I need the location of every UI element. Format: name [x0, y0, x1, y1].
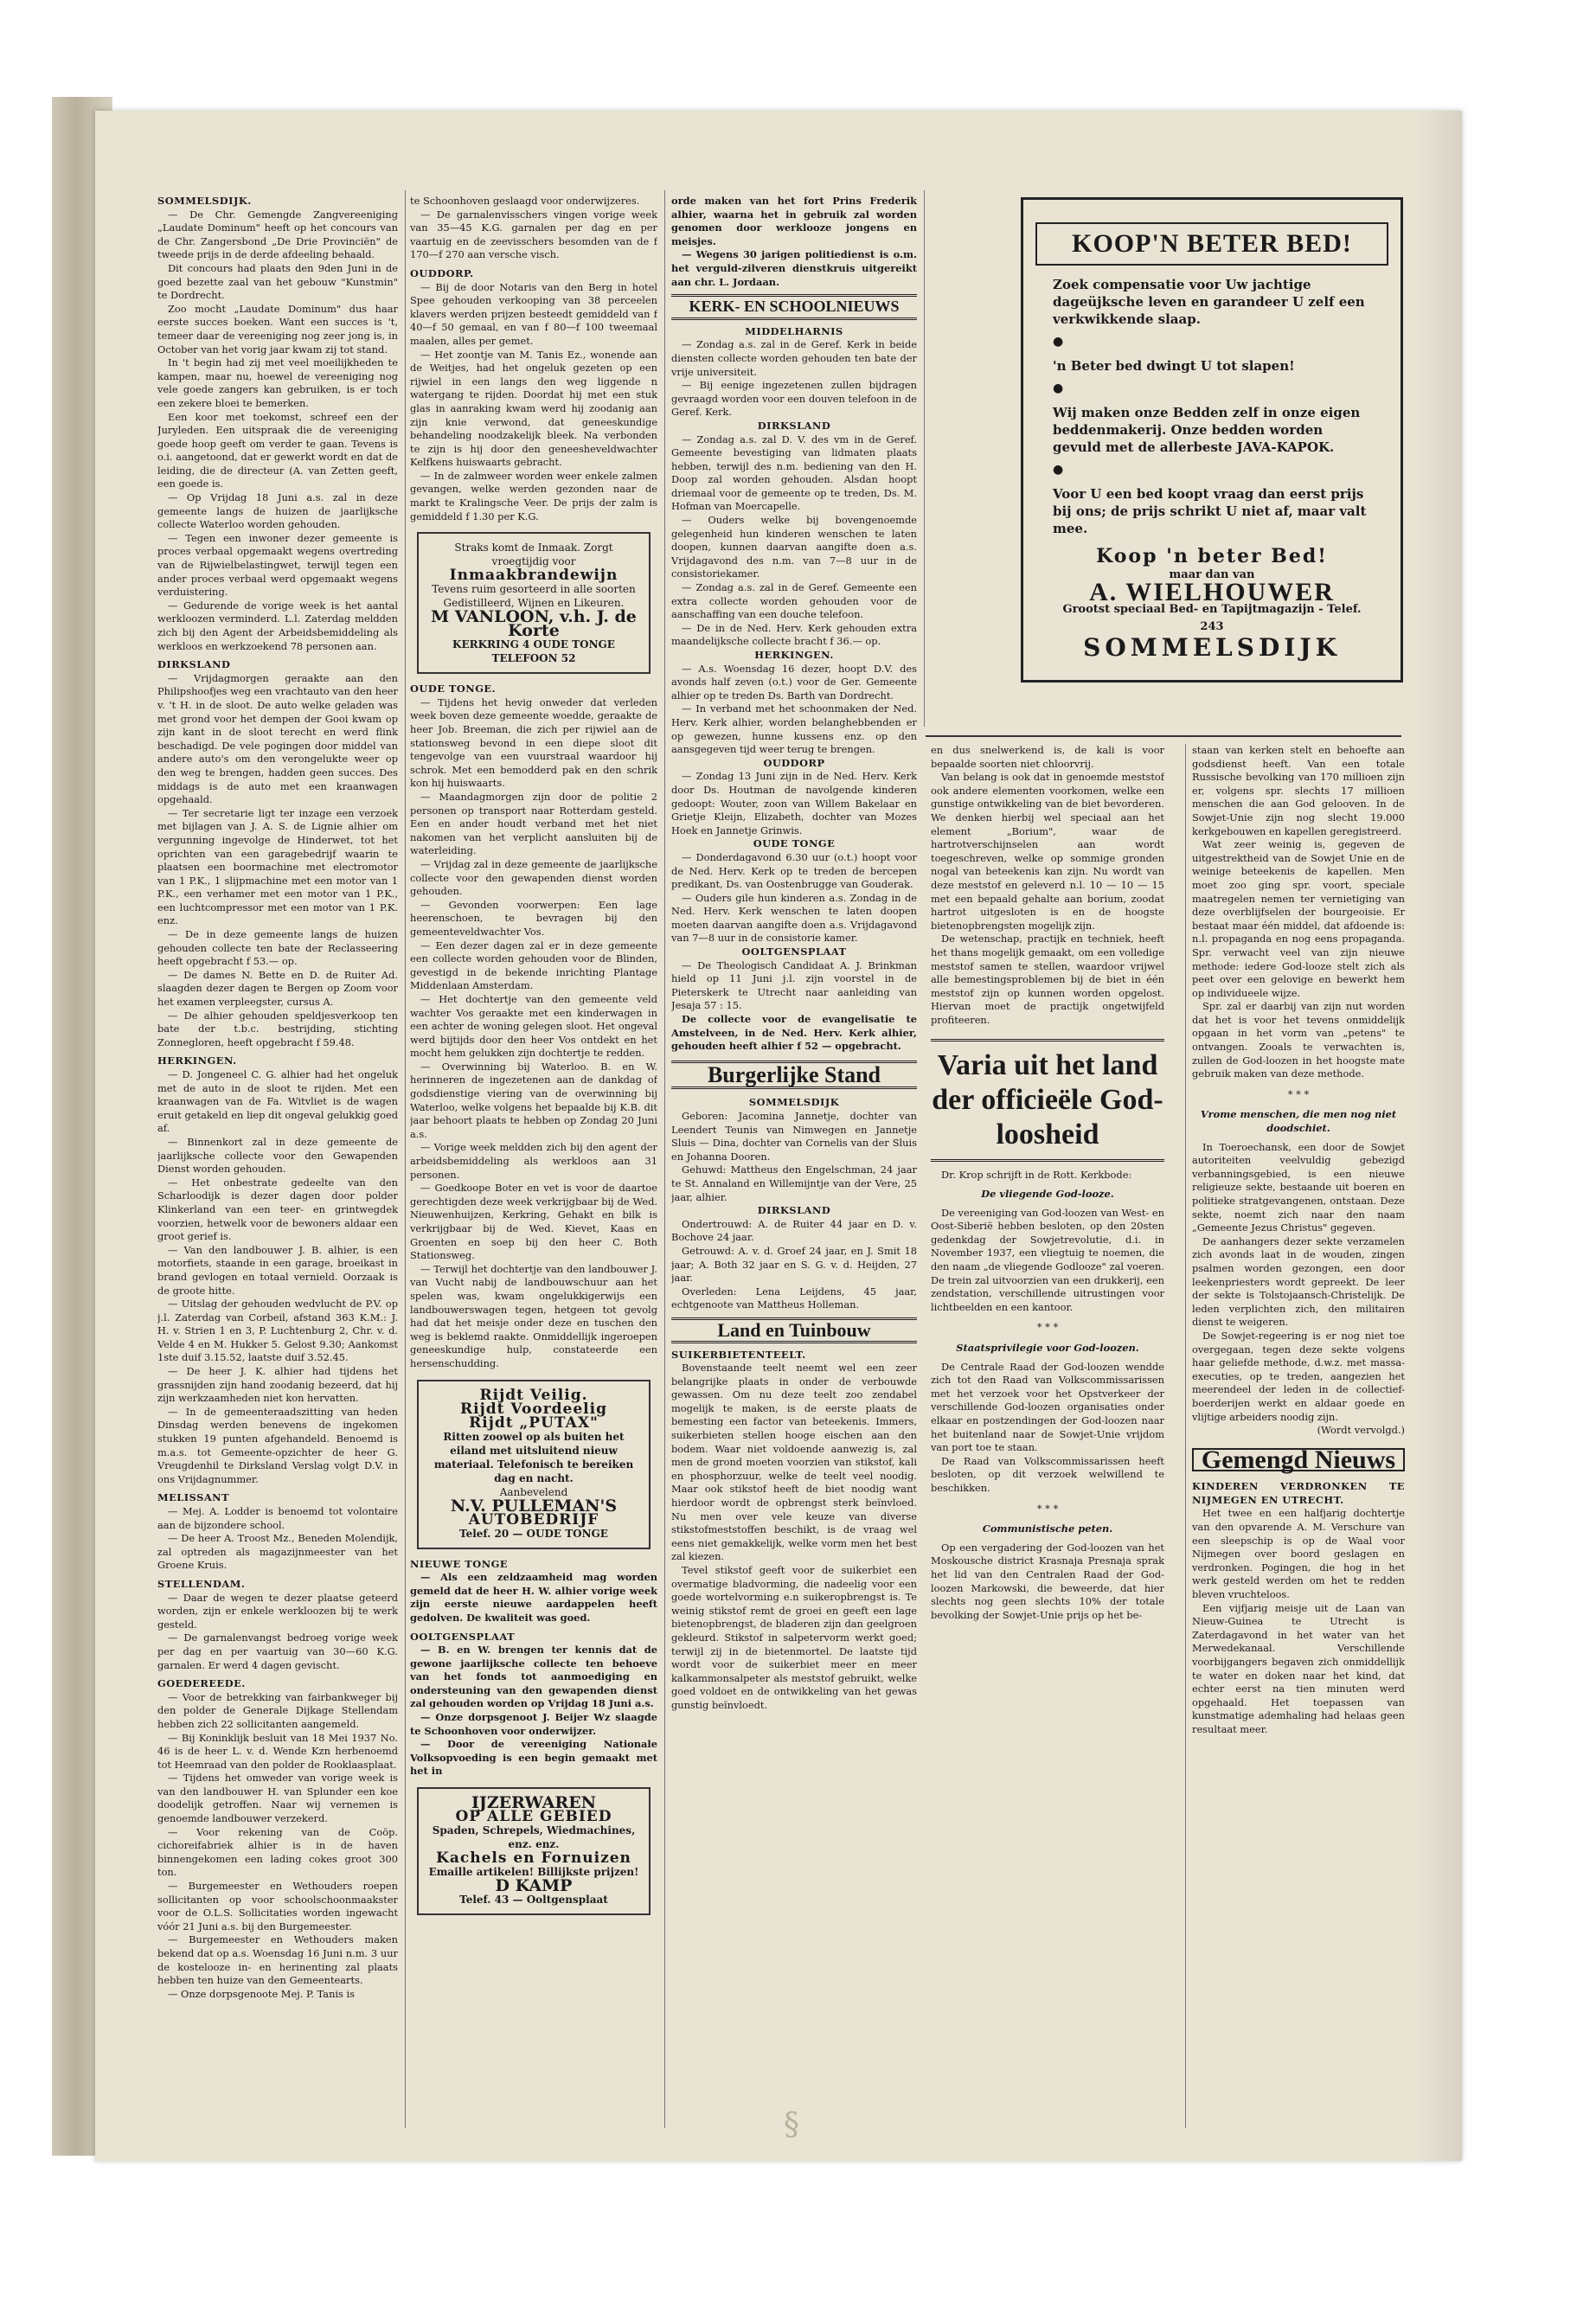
- article-paragraph: — Het onbestrate gedeelte van den Scharloodijk is dezer dagen door polder Klinkerland van een teer- en grintwegdek voorzien, hetwelk voor de bewoners aldaar een groot gerief is.: [157, 1176, 398, 1243]
- article-paragraph: — De garnalenvangst bedroeg vorige week per dag en per vaartuig van 30—60 K.G. garnalen. Er werd 4 dagen gevischt.: [157, 1631, 398, 1671]
- article-paragraph: — Donderdagavond 6.30 uur (o.t.) hoopt voor de Ned. Herv. Kerk op te treden de bercepen predikant, Ds. van Oostenbrugge van Gouderak.: [671, 850, 917, 891]
- section-heading: OUDE TONGE: [753, 837, 836, 850]
- article-paragraph: — Gedurende de vorige week is het aantal werkloozen verminderd. L.l. Zaterdag meldden zich bij den Agent der Arbeidsbemiddeling als werkloos en werkzoekend 78 personen aan.: [157, 599, 398, 652]
- article-paragraph: — Burgemeester en Wethouders maken bekend dat op a.s. Woensdag 16 Juni n.m. 3 uur de kostelooze in- en herinenting zal plaats hebben ten huize van den Gemeentearts.: [157, 1933, 398, 1987]
- article-paragraph: — Burgemeester en Wethouders roepen sollicitanten op voor schoolschoonmaakster voor de O.L.S. Sollicitaties worden ingewacht vóór 21 Juni a.s. bij den Burgemeester.: [157, 1880, 398, 1932]
- ad-title: KOOP'N BETER BED!: [1035, 222, 1388, 266]
- advertisement-ijzerwaren: [417, 1787, 651, 1915]
- column-rule: [405, 190, 406, 2128]
- article-paragraph: — Overwinning bij Waterloo. B. en W. herinneren de ingezetenen aan de dankdag of godsdienstige viering van de overwinning bij Waterloo, welke volgens het bepaalde bij K.B. dit jaar behoort plaats te hebben op Zondag 20 Juni a.s.: [410, 1060, 657, 1140]
- ad-headline: Rijdt „PUTAX": [469, 1413, 599, 1432]
- article-paragraph: De Raad van Volkscommissarissen heeft besloten, op dit verzoek welwillend te beschikken.: [931, 1454, 1164, 1494]
- ad-company: AUTOBEDRIJF: [468, 1510, 599, 1529]
- ad-headline: Rijdt Veilig.: [479, 1386, 588, 1404]
- article-paragraph: — Als een zeldzaamheid mag worden gemeld dat de heer H. W. alhier vorige week zijn eerste nieuwe aardappelen heeft gedolven. De kwaliteit was goed.: [410, 1571, 657, 1624]
- section-heading: OUDE TONGE.: [410, 683, 497, 695]
- ad-company: N.V. PULLEMAN'S: [450, 1496, 618, 1516]
- article-paragraph: De Centrale Raad der God-loozen wendde zich tot den Raad van Volkscommissarissen met het verzoek voor het Opstverkeer der verschillende God-loozen organisaties onder elkaar en postzendingen der God-loozen naar het buitenland naar de Sowjet-Unie vrijdom van port toe te staan.: [931, 1360, 1164, 1454]
- article-paragraph: — Tegen een inwoner dezer gemeente is proces verbaal opgemaakt wegens overtreding van de Rijwielbelastingwet, terwijl tegen een ander proces verbaal werd opgemaakt wegens verduistering.: [157, 531, 398, 599]
- ad-headline: Kachels en Fornuizen: [436, 1849, 631, 1868]
- article-paragraph: Tevel stikstof geeft voor de suikerbiet een overmatige bladvorming, die nadeelig voor een goede wortelvorming e.n suikeropbrengst is. Te weinig stikstof remt de groei en geeft een lage bietenopbrengst, de bladeren zijn dan geelgroen gekleurd. Stikstof in salpetervorm werkt goed; terwijl zij in de bietenmortel. De laatste tijd wordt voor de suikerbiet meer en meer kalkammonsalpeter als meststof gebruikt, welke goed voldoet en de ontwikkeling van het gewas gunstig beïnvloedt.: [671, 1564, 917, 1711]
- article-paragraph: In 't begin had zij met veel moeilijkheden te kampen, maar nu, hoewel de vereeniging nog vele goede zangers kan gebruiken, is er toch een zekere bloei te bemerken.: [157, 356, 398, 409]
- article-paragraph: — Voor de betrekking van fairbankweger bij den polder de Generale Dijkage Stellendam hebben zich 22 sollicitanten aangemeld.: [157, 1690, 398, 1730]
- article-paragraph: staan van kerken stelt en behoefte aan godsdienst heeft. Van een totale Russische bevolking van 170 millioen zijn er, volgens spr. slechts 17 millioen menschen die aan God gelooven. In de Sowjet-Unie zijn nog slecht 19.000 kerkgebouwen en kapellen geregistreerd.: [1192, 744, 1405, 837]
- article-paragraph: — Mej. A. Lodder is benoemd tot volontaire aan de bijzondere school.: [157, 1505, 398, 1531]
- ad-headline: OP ALLE GEBIED: [455, 1808, 612, 1826]
- advertisement-inmaakbrandewijn: [417, 532, 651, 674]
- article-paragraph: — De Chr. Gemengde Zangvereeniging „Laudate Dominum" heeft op het concours van de Chr. Zangersbond „De Drie Provinciën" de tweede prijs in de derde afdeeling behaald.: [157, 208, 398, 261]
- column-rule: [924, 190, 925, 727]
- ad-phone: Telef. 20 — OUDE TONGE: [459, 1527, 608, 1540]
- article-paragraph: — Onze dorpsgenoote Mej. P. Tanis is: [168, 1987, 356, 2000]
- article-paragraph: — A.s. Woensdag 16 dezer, hoopt D.V. des avonds half zeven (o.t.) voor de Ger. Gemeente alhier op te treden Ds. Barth van Dordrecht.: [671, 662, 917, 702]
- article-paragraph: — Het zoontje van M. Tanis Ez., wonende aan de Weitjes, had het ongeluk gezeten op een rijwiel in een langs den weg liggende n watergang te rijden. Doordat hij met een stuk glas in aanraking kwam werd hij zoodanig aan zijn knie verwond, dat geneeskundige behandeling noodzakelijk bleek. Na verbonden te zijn is hij door den geneesheveldwachter Kelfkens huiswaarts gebracht.: [410, 348, 657, 469]
- bullet-dot: ●: [1053, 463, 1064, 477]
- article-paragraph: — Zondag a.s. zal D. V. des vm in de Geref. Gemeente bevestiging van lidmaten plaats hebben, terwijl des n.m. bediening van den H. Doop zal worden gehouden. Alsdan hoopt driemaal voor de gemeente op te treden, Ds. M. Hofman van Moercapelle.: [671, 433, 917, 513]
- separator-stars: * * *: [1036, 1321, 1059, 1334]
- article-paragraph: Overleden: Lena Leijdens, 45 jaar, echtgenoote van Mattheus Holleman.: [671, 1285, 917, 1311]
- article-paragraph: Spr. zal er daarbij van zijn nut worden dat het is voor het tevens onmiddelijk opgaan in het vorm van „petens" te ontvangen. Zooals te verwachten is, zullen de God-loozen in het hoogste mate gebruik maken van deze methode.: [1192, 1000, 1405, 1080]
- article-paragraph: De vereeniging van God-loozen van West- en Oost-Siberië hebben besloten, op den 20sten gedenkdag der Sowjetrevolutie, d.i. in November 1937, een vliegtuig te noemen, die den naam „de vliegende Godlooze" zal voeren. De trein zal uitvoorzien van een drukkerij, een zendstation, verschillende uitrustingen voor lichtbeelden en een kantoor.: [931, 1206, 1164, 1313]
- article-paragraph: Ondertrouwd: A. de Ruiter 44 jaar en D. v. Bochove 24 jaar.: [671, 1217, 917, 1244]
- ad-phone: Telef. 43 — Ooltgensplaat: [459, 1894, 608, 1907]
- ad-text: Spaden, Schrepels, Wiedmachines, enz. enz.: [432, 1824, 636, 1851]
- bullet-dot: ●: [1053, 381, 1064, 395]
- article-paragraph: en dus snelwerkend is, de kali is voor bepaalde soorten niet chloorvrij.: [931, 744, 1164, 770]
- section-heading: NIEUWE TONGE: [410, 1557, 509, 1570]
- article-paragraph: Op een vergadering der God-loozen van het Moskousche district Krasnaja Presnaja sprak het lid van den Centralen Raad der God-loozen Markowski, die beweerde, dat hier slechts nog geen slechts 10% der totale bevolking der Sowjet-Unie prijs op het be-: [931, 1541, 1164, 1621]
- column-5: [1192, 744, 1405, 2128]
- section-heading: OOLTGENSPLAAT: [410, 1630, 516, 1643]
- section-title-gemengd-nieuws: Gemengd Nieuws: [1192, 1448, 1405, 1472]
- ad-text: Emaille artikelen! Billijkste prijzen!: [428, 1866, 639, 1879]
- article-paragraph: — Onze dorpsgenoot J. Beijer Wz slaagde te Schoonhoven voor onderwijzer.: [410, 1711, 657, 1737]
- article-paragraph: — Ouders gile hun kinderen a.s. Zondag in de Ned. Herv. Kerk wenschen te laten doopen moeten daarvan aangifte doen a.s. Vrijdagavond van 7—8 uur in de consistorie kamer.: [671, 891, 917, 945]
- section-heading: HERKINGEN.: [157, 1054, 237, 1067]
- section-heading: OUDDORP.: [410, 266, 474, 279]
- article-paragraph: — Een dezer dagen zal er in deze gemeente een collecte worden gehouden voor de Blinden, gevestigd in de bekende inrichting Plantage Middenlaan Amsterdam.: [410, 939, 657, 992]
- section-heading: MELISSANT: [157, 1491, 230, 1504]
- section-heading: SOMMELSDIJK.: [157, 195, 252, 207]
- sub-heading: De vliegende God-looze.: [981, 1188, 1114, 1201]
- article-paragraph: Getrouwd: A. v. d. Groef 24 jaar, en J. Smit 18 jaar; A. Both 32 jaar en S. G. v. d. Heijden, 27 jaar.: [671, 1244, 917, 1285]
- separator-stars: * * *: [1036, 1502, 1059, 1515]
- ad-text: Zoek compensatie voor Uw jachtige dageüjksche leven en garandeer U zelf een verkwikkende slaap.: [1053, 277, 1365, 327]
- ad-headline: Rijdt Voordeelig: [460, 1400, 607, 1418]
- section-heading: HERKINGEN.: [754, 649, 834, 661]
- article-paragraph: — Zondag 13 Juni zijn in de Ned. Herv. Kerk door Ds. Houtman de navolgende kinderen gedoopt: Wouter, zoon van Willem Bakelaar en Grietje Kleijn, Elizabeth, dochter van Mozes Hoek en Jannetje Grinwis.: [671, 770, 917, 836]
- article-paragraph: Dr. Krop schrijft in de Rott. Kerkbode:: [941, 1169, 1132, 1182]
- article-paragraph: — Ter secretarie ligt ter inzage een verzoek met bijlagen van J. A. S. de Lignie alhier om vergunning ingevolge de Hinderwet, tot het oprichten van een garagebedrijf waarin te plaatsen een boormachine met electromotor van 1 P.K., 1 slijpmachine met een motor van 1 P.K., een verhamer met een motor van 1 P.K., een luchtcompressor met een motor van 1 P.K. enz.: [157, 806, 398, 927]
- article-paragraph: — Door de vereeniging Nationale Volksopvoeding is een begin gemaakt met het in: [410, 1738, 657, 1778]
- article-paragraph: De collecte voor de evangelisatie te Amstelveen, in de Ned. Herv. Kerk alhier, gehouden heeft alhier f 52 — opgebracht.: [671, 1013, 917, 1053]
- page-shade: [1419, 111, 1462, 2161]
- article-paragraph: Gehuwd: Mattheus den Engelschman, 24 jaar te St. Annaland en Willemijntje van der Vere, 25 jaar, alhier.: [671, 1163, 917, 1203]
- column-4: [931, 744, 1164, 2128]
- article-paragraph: — Maandagmorgen zijn door de politie 2 personen op transport naar Rotterdam gesteld. Een en ander houdt verband met het niet nakomen van het verplicht aansluiten bij de waterleiding.: [410, 791, 657, 857]
- column-2: [410, 195, 657, 2124]
- ad-phone: TELEFOON 52: [491, 652, 576, 665]
- ad-headline: IJZERWAREN: [471, 1793, 597, 1813]
- ad-company: M VANLOON, v.h. J. de Korte: [431, 607, 637, 641]
- article-paragraph: — Bij de door Notaris van den Berg in hotel Spee gehouden verkooping van 38 perceelen klavers werden prijzen besteedt gemiddeld van f 40—f 50 gemaal, en van f 80—f 100 tweemaal maalen, alles per gemet.: [410, 280, 657, 347]
- section-title-land-en-tuinbouw: Land en Tuinbouw: [671, 1317, 917, 1343]
- advertisement-putax: [417, 1380, 651, 1549]
- article-paragraph: De Sowjet-regeering is er nog niet toe overgegaan, tegen deze sekte volgens haar geliefde methode, d.w.z. met massa-executies, op te treden, aangezien het meerendeel der leden in de collectief-boerderijen werkt en aldaar goede en vlijtige arbeiders noodig zijn.: [1192, 1329, 1405, 1423]
- section-heading: SOMMELSDIJK: [748, 1096, 840, 1109]
- section-title-burgerlijke-stand: Burgerlijke Stand: [671, 1061, 917, 1090]
- section-title-varia: Varia uit het land der officieële God-loosheid: [931, 1039, 1164, 1162]
- ad-text: Straks komt de Inmaak. Zorgt vroegtijdig voor: [454, 542, 613, 568]
- section-heading: DIRKSLAND: [757, 1204, 831, 1217]
- continuation-note: (Wordt vervolgd.): [1317, 1424, 1405, 1437]
- advertisement-wielhouwer: [1021, 197, 1403, 683]
- ad-company: A. WIELHOUWER: [1089, 578, 1335, 606]
- ad-text: maar dan van: [1169, 568, 1255, 581]
- article-paragraph: — De garnalenvisschers vingen vorige week van 35—45 K.G. garnalen per dag en per vaartuig en de zeevisschers besomden van de f 170—f 270 aan versche visch.: [410, 208, 657, 261]
- ad-address: KERKRING 4 OUDE TONGE: [452, 638, 615, 651]
- article-paragraph: Een vijfjarig meisje uit de Laan van Nieuw-Guinea te Utrecht is Zaterdagavond in het water van het Merwedekanaal. Verschillende voorbijgangers begaven zich onmiddellijk te water en doken naar het kind, dat echter eerst na tien minuten werd opgehaald. Het toepassen van kunstmatige ademhaling had helaas geen resultaat meer.: [1192, 1601, 1405, 1735]
- section-heading: KINDEREN VERDRONKEN TE NIJMEGEN EN UTRECHT.: [1192, 1480, 1405, 1506]
- article-paragraph: orde maken van het fort Prins Frederik alhier, waarna het in gebruik zal worden genomen door werklooze jongens en meisjes.: [671, 195, 917, 247]
- ad-text: Wij maken onze Bedden zelf in onze eigen beddenmakerij. Onze bedden worden gevuld met de allerbeste JAVA-KAPOK.: [1053, 405, 1361, 455]
- sub-heading: Communistische peten.: [982, 1522, 1113, 1535]
- article-paragraph: — D. Jongeneel C. G. alhier had het ongeluk met de auto in de sloot te rijden. Met een kraanwagen van de Fa. Witvliet is de wagen eruit getakeld en liep dit ongeval gelukkig goed af.: [157, 1068, 398, 1135]
- library-stamp-mark: §: [784, 2107, 799, 2143]
- section-heading: DIRKSLAND: [757, 419, 831, 432]
- article-paragraph: Zoo mocht „Laudate Dominum" dus haar eerste succes boeken. Want een succes is 't, temeer daar de vereeniging nog zeer jong is, in October van het vorig jaar kwam zij tot stand.: [157, 302, 398, 356]
- article-paragraph: — De Theologisch Candidaat A. J. Brinkman hield op 11 Juni j.l. zijn voorstel in de Pieterskerk te Utrecht naar aanleiding van Jesaja 57 : 15.: [671, 958, 917, 1012]
- article-paragraph: Bovenstaande teelt neemt wel een zeer belangrijke plaats in onder de verbouwde gewassen. Om nu deze teelt zoo zendabel mogelijk te maken, is de eerste plaats de bemesting een factor van beteekenis. Immers, suikerbieten stellen hooge eischen aan den bodem. Waar niet voldoende aanwezig is, zal men de grond moeten voorzien van stikstof, kali en phosphorzuur, welke de teelt veel noodig. Maar ook stikstof heeft de biet noodig want hierdoor wordt de opbrengst sterk beïnvloed. Nu men over vele keuze van diverse stikstofmeststoffen beschikt, is de vraag wel eens niet gemakkelijk, welke vorm men het best zal kiezen.: [671, 1362, 917, 1563]
- column-rule: [664, 190, 665, 2128]
- section-heading: OOLTGENSPLAAT: [741, 945, 847, 958]
- ad-body: [1023, 276, 1401, 662]
- article-paragraph: — Daar de wegen te dezer plaatse geteerd worden, zijn er enkele werkloozen bij te werk gesteld.: [157, 1591, 398, 1631]
- article-paragraph: — Bij Koninklijk besluit van 18 Mei 1937 No. 46 is de heer L. v. d. Wende Kzn herbenoemd tot Heemraad van den polder de Rooklaasplaat.: [157, 1731, 398, 1771]
- article-paragraph: — B. en W. brengen ter kennis dat de gewone jaarlijksche collecte ten behoeve van het fonds tot aanmoediging en ondersteuning van den gewapenden dienst zal gehouden worden op Vrijdag 18 Juni a.s.: [410, 1644, 657, 1710]
- article-paragraph: — De heer J. K. alhier had tijdens het grassnijden zijn hand zoodanig bezeerd, dat hij zijn werkzaamheden niet kon hervatten.: [157, 1365, 398, 1405]
- article-paragraph: De aanhangers dezer sekte verzamelen zich avonds laat in de wouden, zingen psalmen worden gezongen, een door leekenpriesters wordt gepreekt. De leer der sekte is Tolstojaansch-Christelijk. De leden verplichten zich, den militairen dienst te weigeren.: [1192, 1234, 1405, 1329]
- article-paragraph: te Schoonhoven geslaagd voor onderwijzeres.: [410, 195, 640, 207]
- column-1: [157, 195, 398, 2124]
- ad-address: Grootst speciaal Bed- en Tapijtmagazijn - Telef. 243: [1062, 603, 1362, 633]
- section-title-kerk-en-schoolnieuws: KERK- EN SCHOOLNIEUWS: [671, 294, 917, 320]
- article-paragraph: — Wegens 30 jarigen politiedienst is o.m. het verguld-zilveren dienstkruis uitgereikt aan chr. L. Jordaan.: [671, 248, 917, 288]
- article-paragraph: In Toeroechansk, een door de Sowjet autoriteiten veelvuldig gebezigd verbanningsgebied, is een nieuwe religieuze sekte, bestaande uit boeren en politieke stratgevangenen, ontstaan. Deze sekte, noemt zich naar den naam „Gemeente Jezus Christus" gegeven.: [1192, 1140, 1405, 1234]
- article-paragraph: — Op Vrijdag 18 Juni a.s. zal in deze gemeente langs de huizen de jaarlijksche collecte Waterloo worden gehouden.: [157, 491, 398, 531]
- article-paragraph: — In de zalmweer worden weer enkele zalmen gevangen, welke werden gezonden naar de markt te Kralingsche Veer. De prijs der zalm is gemiddeld f 1.30 per K.G.: [410, 469, 657, 522]
- ad-text: Voor U een bed koopt vraag dan eerst prijs bij ons; de prijs schrikt U niet af, maar valt mee.: [1053, 486, 1367, 536]
- section-heading: MIDDELHARNIS: [745, 324, 843, 337]
- section-heading: GOEDEREEDE.: [157, 1677, 246, 1690]
- article-paragraph: — In verband met het schoonmaken der Ned. Herv. Kerk alhier, worden belanghebbenden er op gewezen, hunne kussens enz. op den aansgegeven tijd weer terug te brengen.: [671, 702, 917, 756]
- article-paragraph: — Ouders welke bij bovengenoemde gelegenheid hun kinderen wenschen te laten doopen, kunnen daarvan aangifte doen a.s. Vrijdagavond des n.m. van 7—8 uur in de consistoriekamer.: [671, 514, 917, 580]
- article-paragraph: — Vrijdag zal in deze gemeente de jaarlijksche collecte voor den gewapenden dienst worden gehouden.: [410, 857, 657, 898]
- article-paragraph: — Het dochtertje van den gemeente veld wachter Vos geraakte met een kinderwagen in een achter de woning gelegen sloot. Het ongeval werd bijtijds door den heer Vos ontdekt en het mocht hem gelukken zijn dochtertje te redden.: [410, 992, 657, 1060]
- article-paragraph: — Bij eenige ingezetenen zullen bijdragen gevraagd worden voor een douven telefoon in de Geref. Kerk.: [671, 379, 917, 419]
- article-paragraph: Dit concours had plaats den 9den Juni in de goed bezette zaal van het gebouw "Kunstmin" te Dordrecht.: [157, 261, 398, 302]
- article-paragraph: — De in de Ned. Herv. Kerk gehouden extra maandelijksche collecte bracht f 36.— op.: [671, 621, 917, 648]
- article-paragraph: — Terwijl het dochtertje van den landbouwer J. van Vucht nabij de landbouwschuur aan het spelen was, kwam ongelukkigerwijs een landbouwerswagen tegen, hetgeen tot gevolg had dat het meisje onder deze en tuschen den weg is beklemd raakte. Onmiddellijk ingeroepen geneeskundige hulp, constateerde een hersenschudding.: [410, 1262, 657, 1369]
- article-paragraph: — De in deze gemeente langs de huizen gehouden collecte ten bate der Reclasseering heeft opgebracht f 53.— op.: [157, 928, 398, 968]
- ad-text: Tevens ruim gesorteerd in alle soorten Gedistilleerd, Wijnen en Likeuren.: [432, 583, 636, 610]
- ad-text: Aanbevelend: [499, 1485, 568, 1498]
- article-paragraph: — Goedkoope Boter en vet is voor de daartoe gerechtigden deze week verkrijgbaar bij de Wed. Nieuwenhuijzen, Kerkring, Gehakt en bilk is verkrijgbaar bij de Wed. Kievet, Kaas en Groenten en soep bij den heer C. Both Stationsweg.: [410, 1182, 657, 1262]
- section-heading: DIRKSLAND: [157, 658, 231, 671]
- column-rule: [1185, 744, 1186, 2128]
- column-3: [671, 195, 917, 2124]
- article-paragraph: — Gevonden voorwerpen: Een lage heerenschoen, te bevragen bij den gemeenteveldwachter Vos.: [410, 898, 657, 938]
- article-paragraph: — De alhier gehouden speldjesverkoop ten bate der t.b.c. bestrijding, stichting Zonnegloren, heeft opgebracht f 59.48.: [157, 1009, 398, 1048]
- article-paragraph: Geboren: Jacomina Jannetje, dochter van Leendert Teunis van Nimwegen en Jannetje Sluis — Dina, dochter van Cornelis van der Sluis en Johanna Dooren.: [671, 1110, 917, 1163]
- article-paragraph: — Zondag a.s. zal in de Geref. Gemeente een extra collecte worden gehouden voor de aanschaffing van een douche telefoon.: [671, 581, 917, 621]
- section-heading: OUDDORP: [763, 756, 825, 769]
- sub-heading: Vrome menschen, die men nog niet doodschiet.: [1200, 1108, 1397, 1135]
- article-paragraph: Een koor met toekomst, schreef een der Juryleden. Een uitspraak die de vereeniging goede hoop geeft om verder te gaan. Tevens is o.i. aangetoond, dat er gewerkt wordt en dat de leiding, die de directeur (A. van Zetten geeft, een goede is.: [157, 410, 398, 490]
- ad-slogan: Koop 'n beter Bed!: [1096, 545, 1328, 567]
- article-paragraph: — De dames N. Bette en D. de Ruiter Ad. slaagden dezer dagen te Bergen op Zoom voor het examen verpleegster, cursus A.: [157, 968, 398, 1009]
- article-paragraph: Van belang is ook dat in genoemde meststof ook andere elementen voorkomen, welke een gunstige ontwikkeling van de biet bevorderen. We denken hierbij wel speciaal aan het element „Borium", waar de hartrotverschijnselen aan wordt toegeschreven, welke op sommige gronden nogal van beteekenis kan zijn. Nu wordt van deze meststof en geleverd n.l. 10 — 10 — 15 met een bepaald gehalte aan borium, zoodat hartrot uitgesloten is en de hoogste bietenopbrengsten mogelijk zijn.: [931, 771, 1164, 932]
- ad-text: 'n Beter bed dwingt U tot slapen!: [1053, 358, 1295, 374]
- ad-company: D KAMP: [495, 1876, 573, 1896]
- bullet-dot: ●: [1053, 335, 1064, 349]
- article-paragraph: — Tijdens het hevig onweder dat verleden week boven deze gemeente woedde, geraakte de heer Job. Breeman, die zich per rijwiel aan de stationsweg bevond in een diepe sloot dit tengevolge van een vuurstraal waardoor hij schrok. Met een bemodderd pak en den schrik kon hij huiswaarts.: [410, 695, 657, 790]
- article-paragraph: Wat zeer weinig is, gegeven de uitgestrektheid van de Sowjet Unie en de weinige beteekenis de kapellen. Men moet zoo ging spr. voort, speciale maatregelen nemen ter vernietiging van deze overblijfselen der bourgeoisie. Er bestaat maar één middel, dat afdoende is: n.l. propaganda en nog eens propaganda. Spr. verwacht veel van zijn nieuwe methode: iedere God-looze stelt zich als peet over een gelovige en bewerkt hem op individueele wijze.: [1192, 838, 1405, 999]
- article-paragraph: — Binnenkort zal in deze gemeente de jaarlijksche collecte voor den Gewapenden Dienst worden gehouden.: [157, 1135, 398, 1176]
- ad-headline: Inmaakbrandewijn: [449, 567, 619, 585]
- section-divider: [926, 735, 1401, 737]
- separator-stars: * * *: [1287, 1087, 1310, 1100]
- section-heading: STELLENDAM.: [157, 1577, 246, 1590]
- article-paragraph: — Zondag a.s. zal in de Geref. Kerk in beide diensten collecte worden gehouden ten bate der vrije universiteit.: [671, 338, 917, 378]
- ad-town: SOMMELSDIJK: [1083, 633, 1341, 662]
- section-heading: SUIKERBIETENTEELT.: [671, 1348, 806, 1361]
- article-paragraph: Het twee en een halfjarig dochtertje van den opvarende A. M. Verschure van een sleepschip is op de Waal voor Nijmegen over boord geslagen en verdronken. Pogingen, die hog in het werk gesteld werden om het te redden bleven vruchteloos.: [1192, 1507, 1405, 1601]
- article-paragraph: — Vrijdagmorgen geraakte aan den Philipshoofjes weg een vrachtauto van den heer v. 't H. in de sloot. De auto welke geladen was met grond voor het dempen der Gooi kwam op zijn kant in de sloot terecht en werd flink beschadigd. De vele pogingen door middel van andere auto's om den verongelukte weer op den weg te brengen, hadden geen succes. Des middags is de auto met een kraanwagen opgehaald.: [157, 671, 398, 806]
- ad-text: Ritten zoowel op als buiten het eiland met uitsluitend nieuw materiaal. Telefonisch te bereiken dag en nacht.: [433, 1430, 634, 1484]
- article-paragraph: — Van den landbouwer J. B. alhier, is een motorfiets, staande in een garage, broeikast in brand gevlogen en totaal vernield. Oorzaak is de groote hitte.: [157, 1243, 398, 1297]
- article-paragraph: — Uitslag der gehouden wedvlucht de P.V. op j.l. Zaterdag van Corbeil, afstand 363 K.M.: J. H. v. Strien 1 en 3, P. Luchtenburg 2, Chr. v. d. Velde 4 en M. Hukker 5. Gelost 9.30; Aankomst 1ste duif 3.15.52, laatste duif 3.52.45.: [157, 1298, 398, 1364]
- article-paragraph: — Tijdens het omweder van vorige week is van den landbouwer H. van Splunder een koe doodelijk getroffen. Naar wij vernemen is genoemde landbouwer verzekerd.: [157, 1772, 398, 1825]
- article-paragraph: — In de gemeenteraadszitting van heden Dinsdag werden benevens de ingekomen stukken 19 punten afgehandeld. Benoemd is m.a.s. tot Gemeente-opzichter de heer G. Vreugdenhil te Dirksland Verslag volgt D.V. in ons Vrijdagnummer.: [157, 1405, 398, 1485]
- sub-heading: Staatsprivilegie voor God-loozen.: [956, 1342, 1139, 1354]
- article-paragraph: — Vorige week meldden zich bij den agent der arbeidsbemiddeling als werkloos aan 31 personen.: [410, 1141, 657, 1181]
- article-paragraph: De wetenschap, practijk en techniek, heeft het thans mogelijk gemaakt, om een volledige meststof samen te stellen, waardoor vrijwel alle bemestingsproblemen bij de biet in één meststof zijn op kunnen worden opgelost. Hiervan moet de practijk ongetwijfeld profiteeren.: [931, 933, 1164, 1026]
- article-paragraph: — Voor rekening van de Coöp. cichoreifabriek alhier is in de haven binnengekomen een lading cokes groot 300 ton.: [157, 1825, 398, 1879]
- article-paragraph: — De heer A. Troost Mz., Beneden Molendijk, zal optreden als magazijnmeester van het Groene Kruis.: [157, 1532, 398, 1572]
